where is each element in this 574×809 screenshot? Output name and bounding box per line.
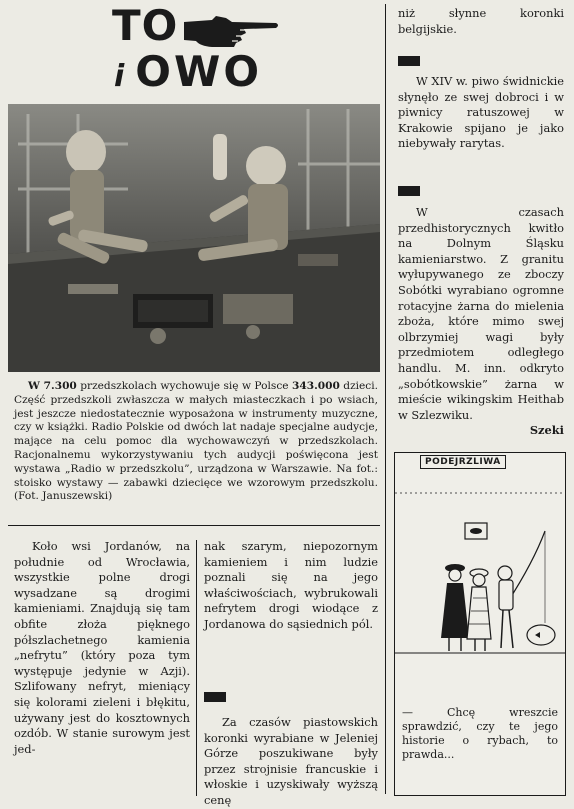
article-column-2b [204,715,378,809]
nefryt-continuation: nak szarym, niepozornym kamieniem i nim ludzie poznali się na jego właściwościach, wybrukowali nefrytem drogi wiodące z Jordanowa do sąsiednich pól. [204,539,378,631]
caption-part-1: przedszkolach wychowuje się w Polsce [76,380,292,392]
article-column-3a [398,6,564,37]
header-owo [114,47,263,99]
koronki-paragraph: Za czasów piastowskich koronki wyrabiane w Jeleniej Górze poszukiwane były przez strojnisie francuskie i włoskie i uzyskiwały wyższą cenę [204,715,378,807]
author-signature: Szeki [529,423,564,438]
vertical-rule-middle [196,540,197,796]
pointing-hand-icon [182,14,280,48]
toys-photo [8,104,380,372]
article-column-3b [398,74,564,152]
cartoon-caption: — Chcę wreszcie sprawdzić, czy te jego historie o rybach, to prawda... [402,706,558,761]
article-column-3c [398,205,564,439]
jordanow-paragraph: Koło wsi Jordanów, na południe od Wrocławia, wszystkie polne drogi wysadzane są drogimi kamieniami. Znajdują się tam obfite złoża pięknego półszlachetnego kamienia „nefrytu” (który poza tym występuje jedynie w Azji). Szlifowany nefryt, mieniący się kolorami zieleni i błękitu, używany jest do kosztownych ozdób. W stanie surowym jest jed- [14,539,190,756]
section-separator [398,186,420,196]
caption-lead-bold-2: 343.000 [291,380,340,392]
cartoon-title: PODEJRZLIWA [420,455,506,469]
photo-caption [14,380,378,504]
kamieniarstwo-paragraph: W czasach przedhistorycznych kwitło na Dolnym Śląsku kamieniarstwo. Z granitu wyłupywanego ze zboczy Sobótki wyrabiano ogromne rotacyjne żarna do mielenia zboża, które mimo swej olbrzymiej wagi były przedmiotem odległego handlu. M. inn. odkryto „sobótkowskie” żarna w mieście wikingskim Heithab w Szlezwiku. [398,205,564,422]
header-i: i [114,59,128,94]
header-owo-word: OWO [135,47,263,96]
caption-lead-bold-1: W 7.300 [28,380,77,392]
koronki-continuation: niż słynne koronki belgijskie. [398,6,564,36]
section-separator [204,692,226,702]
article-column-1 [14,539,190,757]
article-column-2 [204,539,378,633]
header-to: TO [112,1,179,50]
vertical-rule-right [385,4,386,794]
caption-paragraph [14,380,378,504]
cartoon-drawing [395,453,565,703]
caption-part-2: dzieci. Część przedszkoli zwłaszcza w małych miasteczkach i po wsiach, jest jeszcze niedostatecznie wyposażona w instrumenty muzyczne, czy w książki. Radio Polskie od dwóch lat nadaje specjalne audycje, mające na celu pomoc dla wychowawczyń w przedszkolach. Racjonalnemu wykorzystywaniu tych audycji poświęcona jest wystawa „Radio w przedszkolu”, urządzona w Warszawie. Na fot.: stoisko wystawy — zabawki dziecięce we wzorowym przedszkolu. (Fot. Januszewski) [14,380,378,503]
piwo-paragraph: W XIV w. piwo świdnickie słynęło ze swej dobroci i w piwnicy ratuszowej w Krakowie spijano je jako niebywały rarytas. [398,74,564,151]
horizontal-rule [8,525,380,526]
section-separator [398,56,420,66]
